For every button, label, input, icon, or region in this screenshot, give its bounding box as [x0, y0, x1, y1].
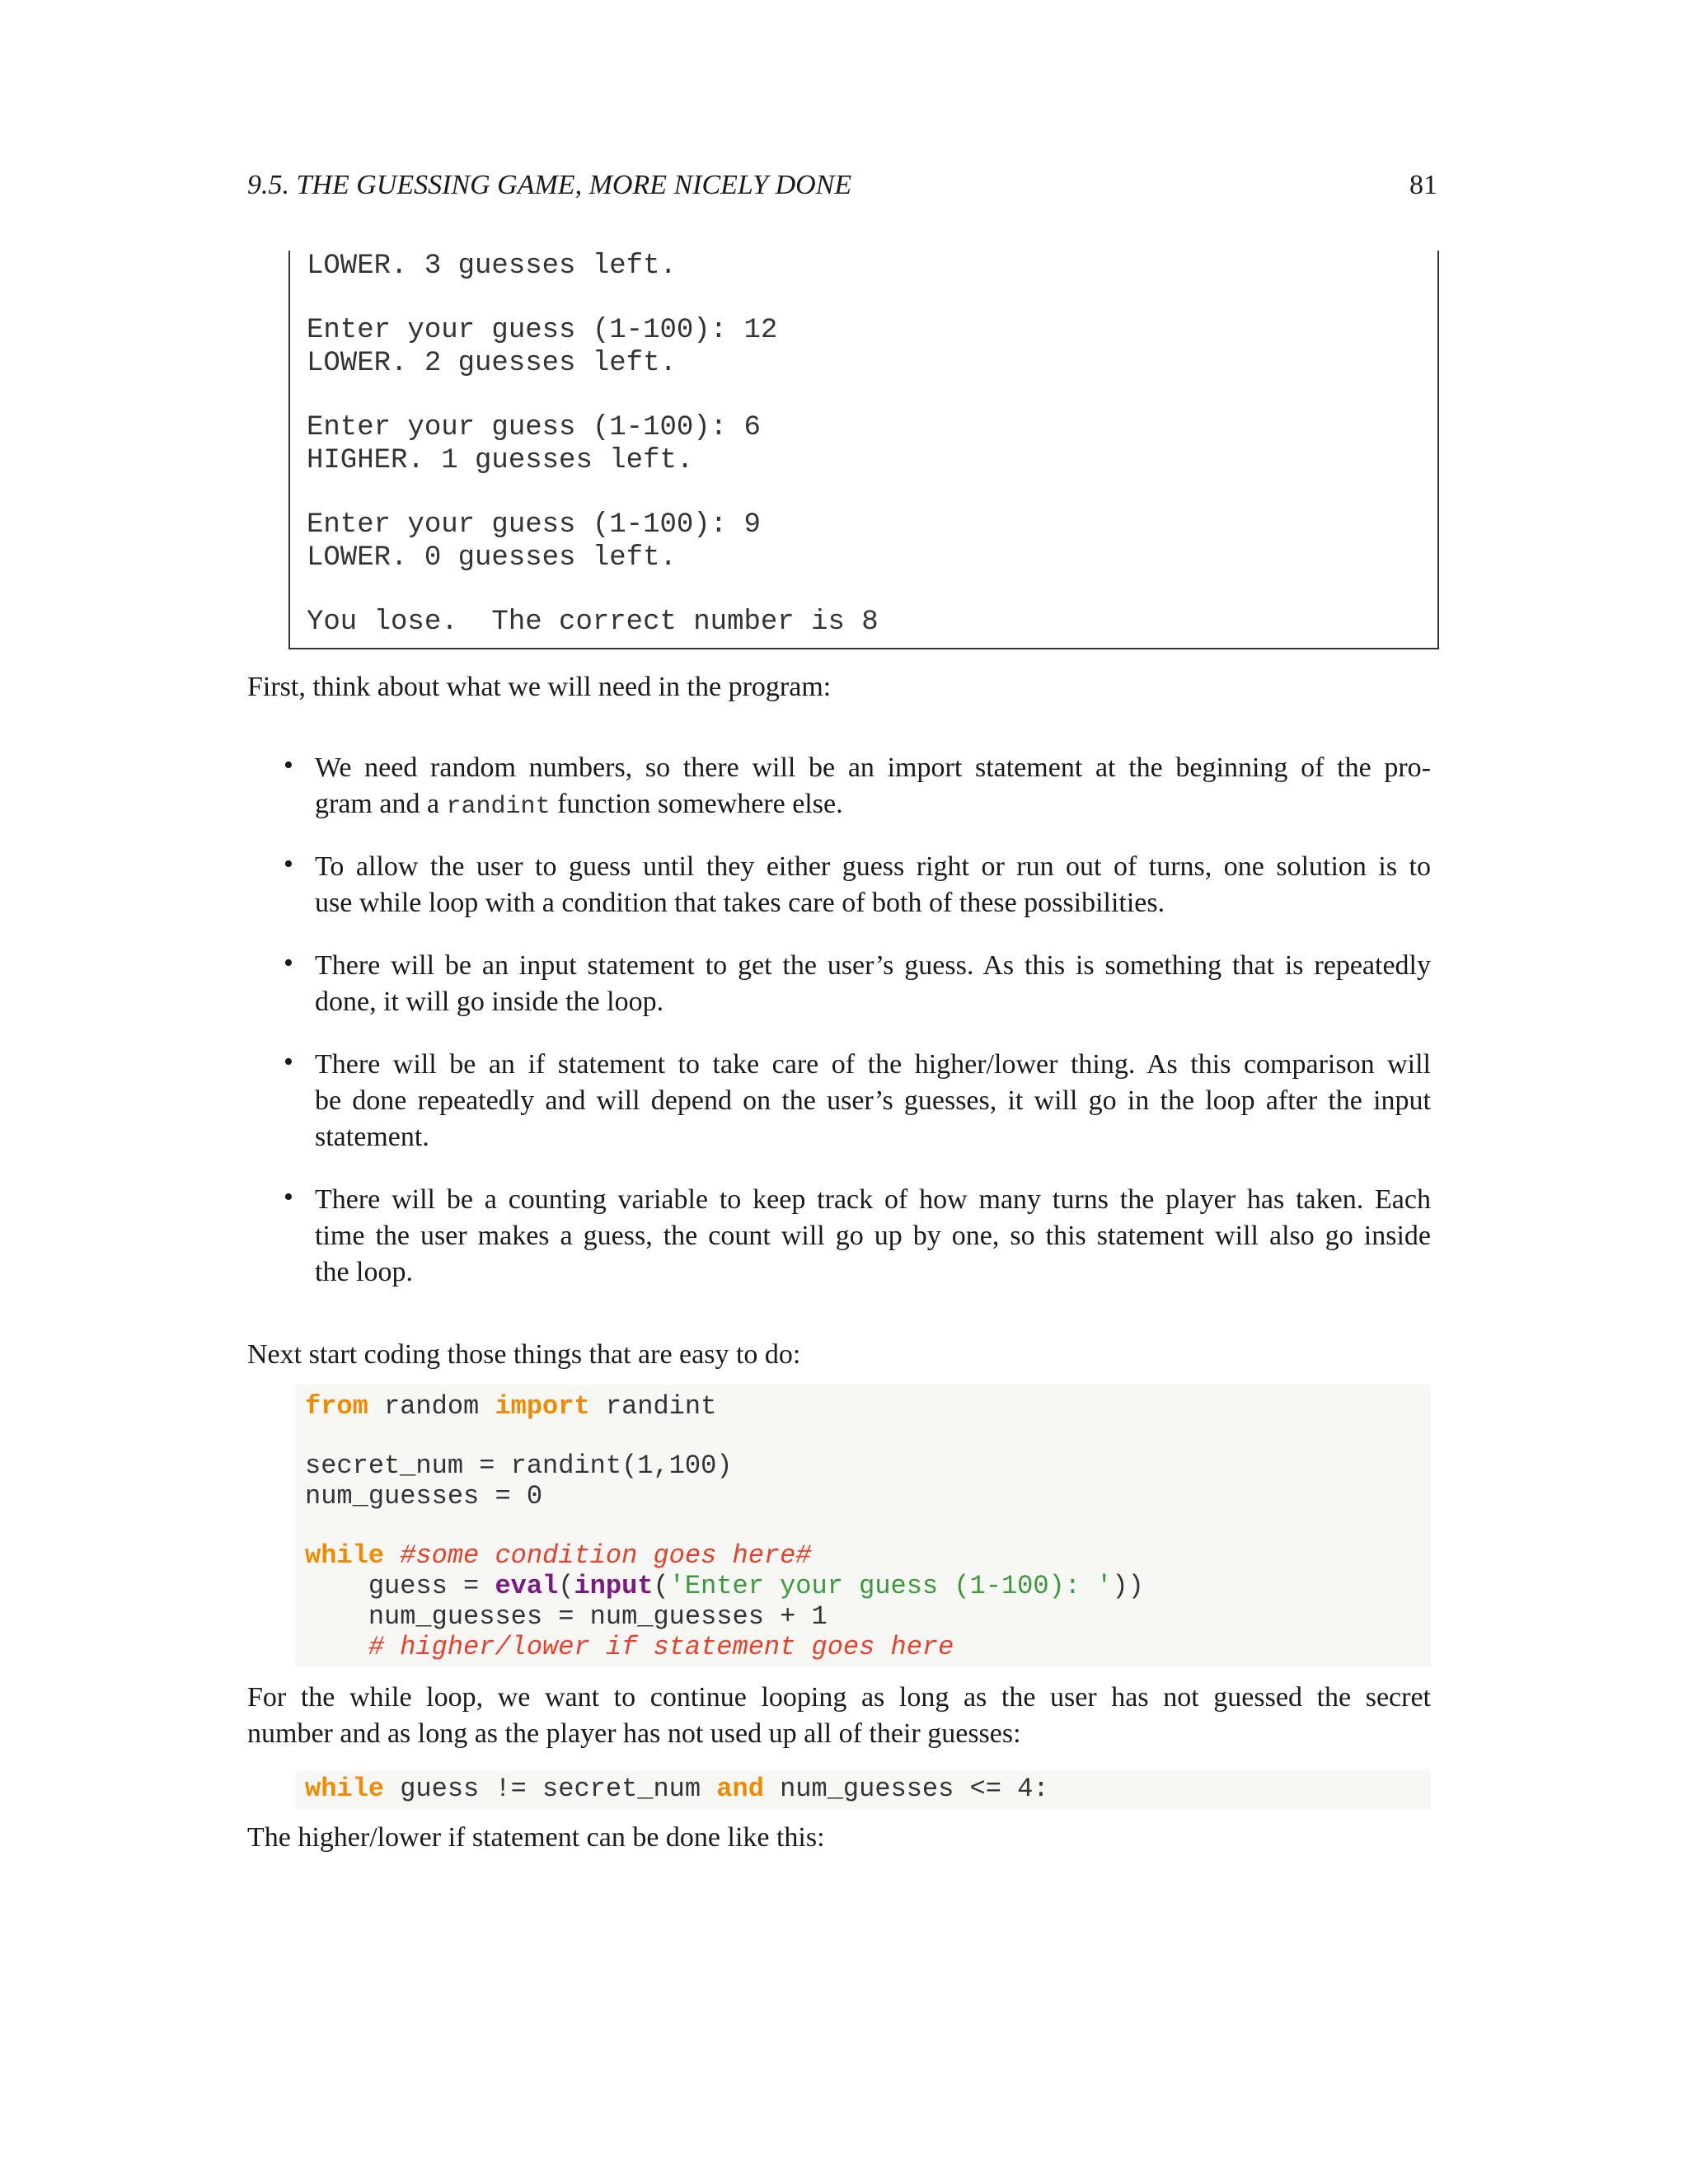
output-line: You lose. The correct number is 8 — [307, 607, 879, 638]
keyword: while — [305, 1774, 385, 1804]
bullet-dot: • — [284, 1182, 293, 1212]
bullet-line: done, it will go inside the loop. — [315, 987, 664, 1017]
output-line: Enter your guess (1-100): 6 — [307, 412, 761, 443]
code-line — [305, 1774, 1049, 1804]
code-text: ( — [653, 1571, 669, 1601]
string-literal: 'Enter your guess (1-100): ' — [668, 1571, 1113, 1601]
bullet-line: use while loop with a condition that takes care of both of these possibilities. — [315, 888, 1165, 918]
code-text: guess = — [305, 1571, 495, 1601]
bullet-dot: • — [284, 750, 293, 780]
code-text: random — [368, 1391, 495, 1422]
code-line: secret_num = randint(1,100) — [305, 1451, 733, 1481]
output-line: Enter your guess (1-100): 12 — [307, 315, 778, 346]
output-line: LOWER. 2 guesses left. — [307, 348, 677, 379]
bullet-line: be done repeatedly and will depend on the user’s guesses, it will go in the loop after the input — [315, 1085, 1431, 1116]
output-line: Enter your guess (1-100): 9 — [307, 509, 761, 541]
code-text: num_guesses <= 4: — [763, 1774, 1049, 1804]
bullet-item — [315, 750, 1431, 825]
bullet-line: time the user makes a guess, the count will go up by one, so this statement will also go inside — [315, 1221, 1431, 1251]
bullet-dot: • — [284, 849, 293, 879]
output-line: LOWER. 0 guesses left. — [307, 542, 677, 574]
next-paragraph: Next start coding those things that are easy to do: — [247, 1339, 801, 1370]
text-span: function somewhere else. — [550, 789, 843, 819]
paragraph-line: For the while loop, we want to continue looping as long as the user has not guessed the secret — [247, 1682, 1431, 1713]
running-header-title: 9.5. THE GUESSING GAME, MORE NICELY DONE — [247, 170, 852, 200]
keyword: and — [716, 1774, 764, 1804]
bullet-item — [315, 1182, 1431, 1291]
bullet-item — [315, 849, 1431, 921]
code-line — [305, 1571, 1144, 1601]
bullet-dot: • — [284, 1047, 293, 1077]
code-line: num_guesses = 0 — [305, 1481, 543, 1511]
code-comment-line: # higher/lower if statement goes here — [305, 1632, 954, 1662]
page-number: 81 — [1409, 170, 1437, 200]
bullet-item — [315, 1047, 1431, 1155]
program-output-box — [288, 251, 1439, 649]
code-listing-1 — [295, 1385, 1431, 1666]
code-line — [305, 1540, 812, 1571]
keyword: import — [495, 1391, 590, 1422]
builtin-function: input — [574, 1571, 654, 1601]
comment: #some condition goes here# — [384, 1540, 812, 1571]
bullet-line: We need random numbers, so there will be an import statement at the beginning of the pro- — [315, 752, 1431, 783]
bullet-dot: • — [284, 948, 293, 978]
code-text: randint — [589, 1391, 717, 1422]
code-text: ( — [558, 1571, 574, 1601]
output-line: HIGHER. 1 guesses left. — [307, 445, 694, 476]
closing-paragraph: The higher/lower if statement can be done like this: — [247, 1822, 825, 1853]
code-line: num_guesses = num_guesses + 1 — [305, 1601, 828, 1632]
keyword: from — [305, 1391, 368, 1422]
paragraph-line: number and as long as the player has not used up all of their guesses: — [247, 1718, 1021, 1749]
code-text: )) — [1112, 1571, 1144, 1601]
bullet-item — [315, 948, 1431, 1020]
code-line — [305, 1391, 716, 1422]
keyword: while — [305, 1540, 385, 1571]
text-span: gram and a — [315, 789, 447, 819]
builtin-function: eval — [495, 1571, 559, 1601]
bullet-line: There will be an if statement to take care of the higher/lower thing. As this comparison will — [315, 1049, 1431, 1080]
bullet-line: the loop. — [315, 1257, 413, 1287]
output-line: LOWER. 3 guesses left. — [307, 251, 677, 282]
bullet-line: To allow the user to guess until they either guess right or run out of turns, one solution is to — [315, 851, 1431, 882]
code-listing-2 — [295, 1770, 1431, 1810]
bullet-line: There will be an input statement to get the user’s guess. As this is something that is repeatedly — [315, 950, 1431, 981]
bullet-line: statement. — [315, 1122, 429, 1152]
intro-paragraph: First, think about what we will need in the program: — [247, 672, 832, 702]
while-loop-paragraph — [247, 1680, 1431, 1752]
bullet-line: There will be a counting variable to keep track of how many turns the player has taken. Each — [315, 1184, 1431, 1215]
bullet-line — [315, 786, 1431, 825]
code-text: guess != secret_num — [384, 1774, 717, 1804]
inline-code-randint: randint — [446, 793, 551, 821]
